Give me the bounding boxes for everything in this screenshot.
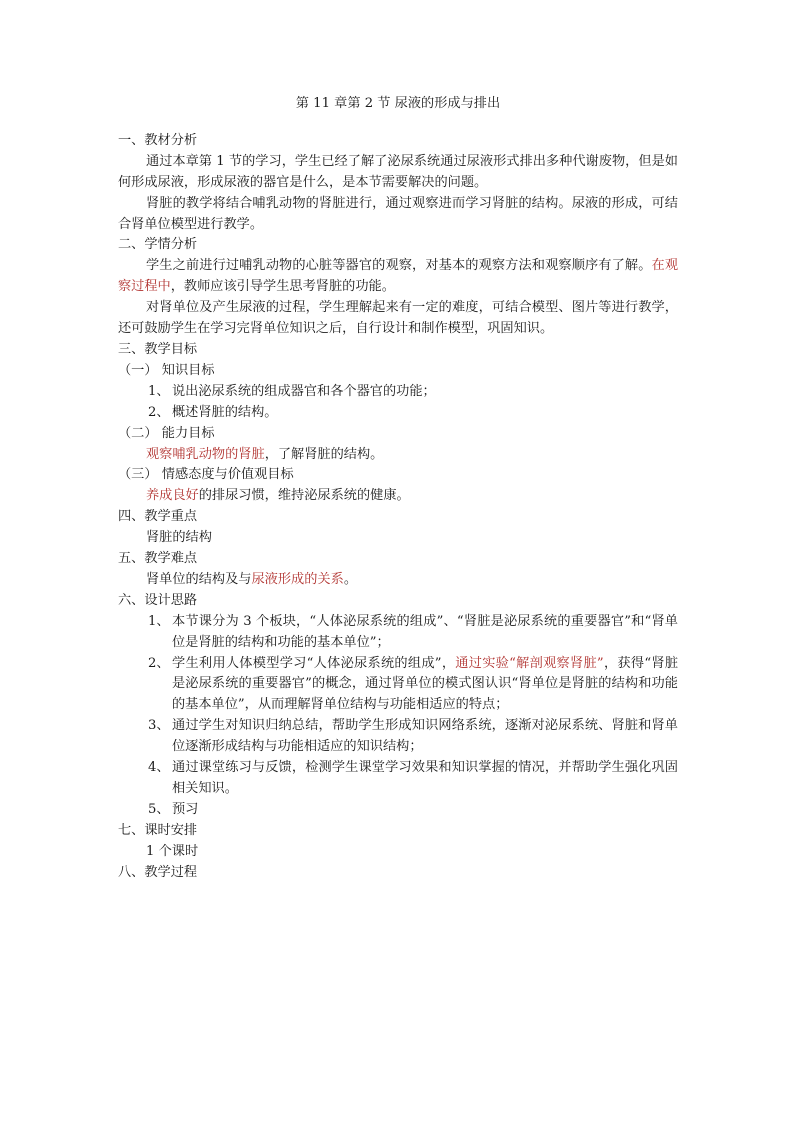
paragraph (118, 570, 678, 591)
list-text: 说出泌尿系统的组成器官和各个器官的功能； (172, 383, 436, 399)
section-heading-textbook-analysis: 一、教材分析 (118, 132, 198, 148)
section-heading-teaching-process: 八、教学过程 (118, 864, 198, 880)
list-number: 2、 (148, 404, 170, 420)
list-number: 3、 (148, 718, 170, 734)
list-text: 预习 (172, 801, 199, 817)
paragraph: 肾脏的教学将结合哺乳动物的肾脏进行，通过观察进而学习肾脏的结构。尿液的形成，可结合肾单位模型进行教学。 (118, 195, 678, 232)
text: 。 (343, 571, 357, 587)
text: 学生之前进行过哺乳动物的心脏等器官的观察，对基本的观察方法和观察顺序有了解。 (146, 258, 652, 274)
paragraph (118, 256, 678, 298)
highlighted-text: 观察哺乳动物的肾脏 (146, 446, 265, 462)
text: 肾单位的结构及与 (146, 571, 252, 587)
text: 的排尿习惯，维持泌尿系统的健康。 (198, 488, 410, 504)
subheading-ability-goals: （二） 能力目标 (118, 425, 215, 441)
text: ，了解肾脏的结构。 (264, 446, 384, 462)
list-text: 本节课分为 3 个板块，“人体泌尿系统的组成”、“肾脏是泌尿系统的重要器官”和“肾单位是肾脏的结构和功能的基本单位”； (172, 613, 678, 650)
list-text: 学生利用人体模型学习“人体泌尿系统的组成”， (172, 655, 456, 671)
highlighted-text: 在观察过程中 (118, 258, 679, 295)
subheading-attitude-goals: （三） 情感态度与价值观目标 (118, 467, 294, 483)
paragraph (118, 445, 678, 466)
list-item (118, 800, 678, 821)
highlighted-text: 尿液形成的关系 (251, 571, 344, 587)
list-item (118, 716, 678, 758)
highlighted-text: 通过实验“解剖观察肾脏” (455, 655, 604, 671)
section-heading-difficult-points: 五、教学难点 (118, 551, 198, 567)
highlighted-text: 养成良好 (146, 488, 199, 504)
list-number: 2、 (148, 655, 170, 671)
paragraph: 肾脏的结构 (146, 530, 212, 546)
list-text: 通过课堂练习与反馈，检测学生课堂学习效果和知识掌握的情况，并帮助学生强化巩固相关知识。 (172, 760, 678, 796)
list-text: 通过学生对知识归纳总结，帮助学生形成知识网络系统，逐渐对泌尿系统、肾脏和肾单位逐渐形成结构与功能相适应的知识结构； (172, 718, 678, 755)
document-page (118, 94, 678, 884)
paragraph: 1 个课时 (146, 843, 199, 859)
section-heading-key-points: 四、教学重点 (118, 509, 198, 525)
list-item (118, 382, 678, 403)
list-text: ，获得“肾脏是泌尿系统的重要器官”的概念，通过肾单位的模式图认识“肾单位是肾脏的结构和功能的基本单位”，从而理解肾单位结构与功能相适应的特点； (172, 655, 679, 713)
list-number: 4、 (148, 760, 170, 776)
list-number: 1、 (148, 383, 170, 399)
list-number: 5、 (148, 801, 170, 817)
paragraph: 通过本章第 1 节的学习，学生已经了解了泌尿系统通过尿液形式排出多种代谢废物，但是如何形成尿液，形成尿液的器官是什么，是本节需要解决的问题。 (118, 153, 678, 190)
list-text: 概述肾脏的结构。 (172, 404, 278, 420)
subheading-knowledge-goals: （一） 知识目标 (118, 362, 215, 378)
text: ，教师应该引导学生思考肾脏的功能。 (170, 279, 395, 295)
paragraph (118, 486, 678, 507)
list-item (118, 758, 678, 800)
section-heading-teaching-goals: 三、教学目标 (118, 341, 198, 357)
section-heading-schedule: 七、课时安排 (118, 822, 198, 838)
section-heading-design-ideas: 六、设计思路 (118, 592, 198, 608)
document-title: 第 11 章第 2 节 尿液的形成与排出 (295, 96, 501, 111)
list-item (118, 612, 678, 654)
list-item (118, 403, 678, 424)
section-heading-student-analysis: 二、学情分析 (118, 237, 198, 253)
paragraph: 对肾单位及产生尿液的过程，学生理解起来有一定的难度，可结合模型、图片等进行教学，还可鼓励学生在学习完肾单位知识之后，自行设计和制作模型，巩固知识。 (118, 300, 678, 337)
list-item (118, 654, 678, 717)
list-number: 1、 (148, 613, 170, 629)
